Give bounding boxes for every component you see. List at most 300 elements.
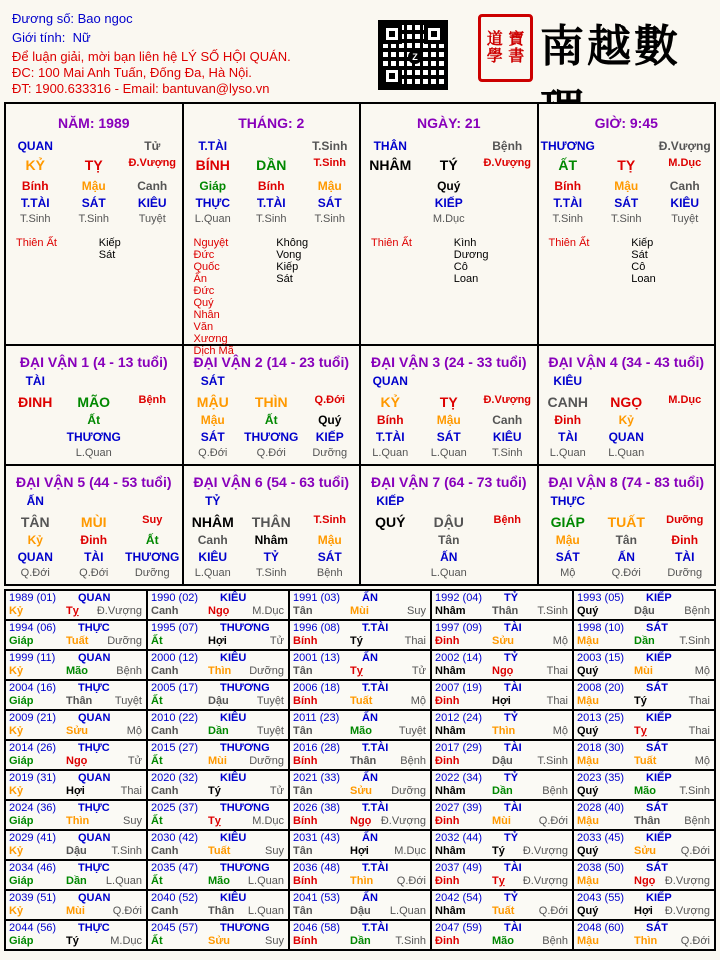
year-cell xyxy=(432,651,572,679)
daivan-stem-branch-2: TUẤT xyxy=(607,514,645,530)
daivan-god-label: TỶ xyxy=(205,494,221,508)
daivan-god-empty xyxy=(242,374,300,388)
year-stem: Bính xyxy=(293,875,318,887)
year-god: QUAN xyxy=(78,772,111,784)
year-cell xyxy=(290,801,430,829)
year-label: 2046 (58) xyxy=(293,922,341,934)
pillar-stage-1: L.Quan xyxy=(194,213,231,225)
pillar-stem-branch-3: T.Sinh xyxy=(313,157,346,169)
daivan-god-label: KIẾP xyxy=(376,494,405,508)
daivan-hidden-2: Ất xyxy=(87,413,101,427)
daivan-god-empty xyxy=(242,494,300,508)
daivan-title: ĐẠI VẬN 8 (74 - 83 tuổi) xyxy=(548,474,705,490)
daivan-stage xyxy=(361,447,537,459)
pillar-stars-bad xyxy=(276,237,359,357)
year-stage: Dưỡng xyxy=(249,755,284,767)
year-stage: Bệnh xyxy=(542,935,568,947)
daivan-stem-branch-2: DẬU xyxy=(433,514,464,530)
daivan-stage-1: Q.Đới xyxy=(20,567,50,579)
year-stem: Tân xyxy=(293,605,313,617)
daivan-stage-2: T.Sinh xyxy=(255,567,287,579)
year-cell xyxy=(432,861,572,889)
year-stem: Kỷ xyxy=(9,665,24,677)
year-god: THỰC xyxy=(78,802,110,814)
year-cell xyxy=(290,741,430,769)
pillar-god-1: THÂN xyxy=(373,139,407,153)
year-god: T.TÀI xyxy=(362,742,389,754)
pillar-stars-bad xyxy=(99,237,182,261)
year-label: 2043 (55) xyxy=(577,892,625,904)
pillar-god-1: T.TÀI xyxy=(198,139,228,153)
star-bad: Cô Loan xyxy=(453,261,479,285)
year-stem: Giáp xyxy=(9,815,34,827)
daivan-hidden-god-2: ẤN xyxy=(440,550,458,564)
pillar-stem-branch xyxy=(539,157,715,173)
year-stem: Quý xyxy=(577,905,599,917)
pillar-stars-bad xyxy=(454,237,537,285)
daivan-hidden-god xyxy=(6,550,182,564)
year-cell xyxy=(148,891,288,919)
pillar-hidden-3: Canh xyxy=(137,179,168,193)
daivan-god-label: QUAN xyxy=(372,374,408,388)
daivan-stem-branch xyxy=(361,514,537,530)
year-cell xyxy=(6,861,146,889)
daivan-hidden-1: Kỷ xyxy=(27,533,43,547)
daivan-stage-2: L.Quan xyxy=(608,447,645,459)
year-stem: Tân xyxy=(293,725,313,737)
daivan-hidden-god xyxy=(184,430,360,444)
year-stem: Đinh xyxy=(435,635,460,647)
year-god: TỶ xyxy=(504,652,519,664)
year-god: KIẾP xyxy=(646,892,672,904)
daivan-title: ĐẠI VẬN 7 (64 - 73 tuổi) xyxy=(370,474,527,490)
daivan-stage-1: Q.Đới xyxy=(198,447,228,459)
pillar-god-1: QUAN xyxy=(17,139,53,153)
daivan-stem-branch-1: CANH xyxy=(547,394,588,410)
pillar-stars-good xyxy=(549,237,632,285)
pillar-hidden-god xyxy=(6,196,182,210)
pillar-stars xyxy=(6,237,182,261)
year-cell xyxy=(574,651,714,679)
year-stage: L.Quan xyxy=(247,905,284,917)
year-god: SÁT xyxy=(646,742,668,754)
year-branch: Tỵ xyxy=(492,875,505,887)
year-cell xyxy=(574,921,714,949)
year-label: 2036 (48) xyxy=(293,862,341,874)
daivan-1 xyxy=(6,346,182,464)
pillar-god-2 xyxy=(597,139,655,153)
daivan-hidden xyxy=(539,413,715,427)
daivan-god-empty xyxy=(656,494,714,508)
daivan-hidden-3: Canh xyxy=(492,413,523,427)
daivan-hidden-god xyxy=(539,550,715,564)
daivan-stage-2: Q.Đới xyxy=(79,567,109,579)
daivan-stage-2: L.Quan xyxy=(75,447,112,459)
year-god: TÀI xyxy=(504,802,522,814)
year-label: 2023 (35) xyxy=(577,772,625,784)
pillar-god-3: Bệnh xyxy=(492,139,523,153)
daivan-hidden-god-3: KIÊU xyxy=(492,430,522,444)
year-cell xyxy=(6,801,146,829)
year-stem: Kỷ xyxy=(9,905,24,917)
daivan-stem-branch-1: NHÂM xyxy=(191,514,234,530)
pillar-stem-branch xyxy=(6,157,182,173)
pillar-stars-good xyxy=(194,237,277,357)
year-stage: Q.Đới xyxy=(680,935,710,947)
year-cell xyxy=(432,621,572,649)
daivan-hidden xyxy=(6,413,182,427)
year-stem: Quý xyxy=(577,605,599,617)
daivan-stem-branch xyxy=(184,514,360,530)
year-label: 2005 (17) xyxy=(151,682,199,694)
year-stem: Tân xyxy=(293,665,313,677)
year-cell xyxy=(6,681,146,709)
year-stem: Canh xyxy=(151,725,179,737)
daivan-hidden-god-1: SÁT xyxy=(200,430,225,444)
daivan-8 xyxy=(537,466,715,584)
year-god: T.TÀI xyxy=(362,622,389,634)
year-stage: Bệnh xyxy=(542,785,568,797)
star-bad: Cô Loan xyxy=(631,261,656,285)
year-branch: Thìn xyxy=(350,875,374,887)
year-branch: Tý xyxy=(634,695,647,707)
year-stem: Mậu xyxy=(577,935,599,947)
year-cell xyxy=(432,891,572,919)
daivan-hidden-god-3 xyxy=(478,550,536,564)
pillar-stem-branch-3: Đ.Vượng xyxy=(128,157,177,169)
year-god: THƯƠNG xyxy=(220,802,270,814)
year-branch: Mão xyxy=(634,785,656,797)
year-branch: Mùi xyxy=(634,665,653,677)
year-label: 2013 (25) xyxy=(577,712,625,724)
year-branch: Hợi xyxy=(492,695,511,707)
year-stage: L.Quan xyxy=(247,875,284,887)
daivan-hidden xyxy=(361,413,537,427)
year-branch: Tỵ xyxy=(208,815,221,827)
pillar-hidden-god xyxy=(361,196,537,210)
daivan-god-label: SÁT xyxy=(200,374,225,388)
year-stage: Đ.Vượng xyxy=(96,605,142,617)
year-branch: Dậu xyxy=(634,605,655,617)
year-branch: Dần xyxy=(634,635,655,647)
daivan-hidden-2: Ất xyxy=(264,413,278,427)
year-god: T.TÀI xyxy=(362,682,389,694)
year-branch: Tỵ xyxy=(66,605,79,617)
year-stage: Dưỡng xyxy=(107,635,142,647)
year-god: KIẾP xyxy=(646,712,672,724)
year-stage: Dưỡng xyxy=(249,665,284,677)
year-label: 2016 (28) xyxy=(293,742,341,754)
pillar-hidden xyxy=(539,179,715,193)
year-stage: Tuyệt xyxy=(256,695,284,707)
year-stage: Đ.Vượng xyxy=(522,875,568,887)
daivan-7 xyxy=(359,466,537,584)
daivan-god-empty xyxy=(656,374,714,388)
star-good: Thiên Ất xyxy=(16,237,57,249)
year-label: 1998 (10) xyxy=(577,622,625,634)
year-label: 2001 (13) xyxy=(293,652,341,664)
year-stem: Bính xyxy=(293,815,318,827)
pillar-2 xyxy=(182,104,360,357)
pillar-stage-2: T.Sinh xyxy=(78,213,110,225)
year-stem: Mậu xyxy=(577,695,599,707)
year-label: 2012 (24) xyxy=(435,712,483,724)
daivan-hidden-god-3 xyxy=(656,430,714,444)
daivan-hidden-2: Kỷ xyxy=(618,413,634,427)
pillar-stars-good xyxy=(371,237,454,285)
year-branch: Mùi xyxy=(208,755,227,767)
pillar-hidden-god-2: SÁT xyxy=(614,196,639,210)
year-branch: Tỵ xyxy=(634,725,647,737)
daivan-hidden-1: Mậu xyxy=(555,533,580,547)
year-god: TÀI xyxy=(504,742,522,754)
year-branch: Tuất xyxy=(66,635,89,647)
year-god: ẤN xyxy=(362,892,378,904)
daivan-stem-branch-3: Suy xyxy=(142,514,163,526)
daivan-stem-branch-2: TỴ xyxy=(439,394,458,410)
year-god: THƯƠNG xyxy=(220,682,270,694)
seal-icon: 道 寶 學 書 xyxy=(478,14,533,82)
daivan-god-empty xyxy=(420,494,478,508)
year-cell xyxy=(148,801,288,829)
year-stem: Bính xyxy=(293,695,318,707)
year-stage: Mộ xyxy=(410,695,426,707)
pillar-1 xyxy=(6,104,182,344)
daivan-2 xyxy=(182,346,360,464)
pillar-title: GIỜ: 9:45 xyxy=(594,115,658,131)
year-stage: Tuyệt xyxy=(114,695,142,707)
year-god: ẤN xyxy=(362,772,378,784)
year-stem: Canh xyxy=(151,605,179,617)
year-stem: Canh xyxy=(151,785,179,797)
daivan-god-empty xyxy=(65,494,123,508)
year-stem: Quý xyxy=(577,785,599,797)
daivan-hidden-1: Mậu xyxy=(200,413,225,427)
year-branch: Sửu xyxy=(66,725,89,737)
brand-logo: 南越數 xyxy=(540,21,681,72)
year-label: 2003 (15) xyxy=(577,652,625,664)
year-stem: Ất xyxy=(151,815,163,827)
pillar-hidden-god-2: KIẾP xyxy=(434,196,463,210)
pillar-stem-branch-1: NHÂM xyxy=(369,157,412,173)
year-label: 1995 (07) xyxy=(151,622,199,634)
year-stage: M.Dục xyxy=(110,935,142,947)
daivan-hidden-god-1 xyxy=(361,550,419,564)
year-stem: Canh xyxy=(151,905,179,917)
pillar-stem-branch-3: Đ.Vượng xyxy=(483,157,532,169)
year-god: QUAN xyxy=(78,892,111,904)
year-stem: Bính xyxy=(293,755,318,767)
year-branch: Ngọ xyxy=(350,815,372,827)
daivan-hidden-3: Ất xyxy=(145,533,159,547)
year-label: 2037 (49) xyxy=(435,862,483,874)
year-stem: Giáp xyxy=(9,755,34,767)
daivan-hidden-3 xyxy=(123,413,181,427)
year-stage: M.Dục xyxy=(252,815,284,827)
year-cell xyxy=(6,921,146,949)
pillar-stage-3 xyxy=(478,213,536,225)
year-god: SÁT xyxy=(646,622,668,634)
pillar-hidden-god-1 xyxy=(361,196,419,210)
star-good: Quốc Ấn xyxy=(193,261,220,285)
daivan-god xyxy=(6,494,182,508)
year-god: ẤN xyxy=(362,712,378,724)
pillar-hidden-god-3: SÁT xyxy=(317,196,342,210)
star-bad: Kình Dương xyxy=(453,237,489,261)
year-stem: Ất xyxy=(151,935,163,947)
year-stem: Giáp xyxy=(9,695,34,707)
daivan-stage-3: Bệnh xyxy=(316,567,343,579)
daivan-hidden-1: Đinh xyxy=(554,413,582,427)
daivan-stem-branch-3: Bệnh xyxy=(493,514,521,526)
year-label: 1990 (02) xyxy=(151,592,199,604)
year-cell xyxy=(148,831,288,859)
daivan-stage xyxy=(6,567,182,579)
year-god: ẤN xyxy=(362,832,378,844)
year-branch: Tỵ xyxy=(350,665,363,677)
pillar-stage-3: Tuyệt xyxy=(138,213,166,225)
year-label: 2028 (40) xyxy=(577,802,625,814)
daivan-god-empty xyxy=(123,494,181,508)
year-label: 2006 (18) xyxy=(293,682,341,694)
daivan-hidden-god-2: THƯƠNG xyxy=(66,430,121,444)
year-stage: Bệnh xyxy=(684,815,710,827)
pillar-hidden-god-1: THỰC xyxy=(195,196,231,210)
daivan-hidden-god-1: QUAN xyxy=(17,550,53,564)
year-god: TỶ xyxy=(504,592,519,604)
year-cell xyxy=(148,651,288,679)
year-label: 2004 (16) xyxy=(9,682,57,694)
daivan-hidden-2: Đinh xyxy=(80,533,108,547)
year-branch: Tý xyxy=(350,635,363,647)
year-label: 2025 (37) xyxy=(151,802,199,814)
year-god: THỰC xyxy=(78,922,110,934)
year-label: 2040 (52) xyxy=(151,892,199,904)
year-stem: Ất xyxy=(151,695,163,707)
year-stem: Ất xyxy=(151,875,163,887)
year-label: 1997 (09) xyxy=(435,622,483,634)
year-stage: T.Sinh xyxy=(537,605,568,617)
year-stem: Ất xyxy=(151,755,163,767)
year-branch: Hợi xyxy=(634,905,653,917)
year-cell xyxy=(574,771,714,799)
year-stage: T.Sinh xyxy=(679,785,710,797)
year-stem: Mậu xyxy=(577,815,599,827)
daivan-stage-2: L.Quan xyxy=(430,567,467,579)
daivan-god xyxy=(184,494,360,508)
daivan-stem-branch xyxy=(6,394,182,410)
pillar-stem-branch-3: M.Dục xyxy=(668,157,702,169)
year-cell xyxy=(6,711,146,739)
year-stem: Canh xyxy=(151,845,179,857)
year-god: TỶ xyxy=(504,772,519,784)
daivan-hidden-1: Bính xyxy=(376,413,404,427)
daivan-stem-branch xyxy=(6,514,182,530)
year-label: 2031 (43) xyxy=(293,832,341,844)
pillar-stars-good xyxy=(16,237,99,261)
year-cell xyxy=(290,621,430,649)
year-god: T.TÀI xyxy=(362,802,389,814)
daivan-hidden-god xyxy=(539,430,715,444)
daivan-hidden-3: Đinh xyxy=(671,533,699,547)
daivan-6 xyxy=(182,466,360,584)
daivan-title: ĐẠI VẬN 3 (24 - 33 tuổi) xyxy=(370,354,527,370)
year-god: THỰC xyxy=(78,682,110,694)
year-stem: Đinh xyxy=(435,815,460,827)
year-branch: Hợi xyxy=(208,635,227,647)
daivan-hidden-3: Quý xyxy=(318,413,342,427)
year-cell xyxy=(290,651,430,679)
year-branch: Hợi xyxy=(350,845,369,857)
daivan-god-empty xyxy=(301,374,359,388)
pillar-stem-branch-1: ẤT xyxy=(558,157,578,173)
daivan-hidden-god-1: T.TÀI xyxy=(375,430,405,444)
year-stage: Mộ xyxy=(126,725,142,737)
daivan-hidden-2: Nhâm xyxy=(254,533,288,547)
daivan-hidden-god-3: KIẾP xyxy=(315,430,344,444)
star-good: Dịch Mã xyxy=(193,345,234,357)
year-label: 2029 (41) xyxy=(9,832,57,844)
year-stage: Suy xyxy=(265,935,284,947)
daivan-stage xyxy=(539,447,715,459)
year-stage: Bệnh xyxy=(400,755,426,767)
star-bad: Kiếp Sát xyxy=(276,261,299,285)
year-label: 2045 (57) xyxy=(151,922,199,934)
pillar-hidden xyxy=(361,179,537,193)
year-stage: Suy xyxy=(407,605,426,617)
daivan-stem-branch-1: TÂN xyxy=(20,514,50,530)
year-stage: M.Dục xyxy=(394,845,426,857)
year-stem: Mậu xyxy=(577,875,599,887)
daivan-stage-3 xyxy=(123,447,181,459)
year-stage: Mộ xyxy=(552,635,568,647)
daivan-hidden-2: Tân xyxy=(438,533,460,547)
year-stem: Nhâm xyxy=(435,725,466,737)
year-stage: Mộ xyxy=(694,665,710,677)
daivan-title: ĐẠI VẬN 1 (4 - 13 tuổi) xyxy=(19,354,168,370)
pillar-stage xyxy=(184,213,360,225)
year-label: 2027 (39) xyxy=(435,802,483,814)
daivan-god-label: ẤN xyxy=(26,494,44,508)
year-stem: Đinh xyxy=(435,755,460,767)
year-god: T.TÀI xyxy=(362,862,389,874)
pillar-stage-3: T.Sinh xyxy=(314,213,346,225)
daivan-stem-branch-3: T.Sinh xyxy=(313,514,346,526)
daivan-god-empty xyxy=(597,374,655,388)
year-stage: L.Quan xyxy=(105,875,142,887)
pillar-god-3: Tử xyxy=(144,139,161,153)
daivan-stage-2: Q.Đới xyxy=(611,567,641,579)
daivan-hidden-2: Tân xyxy=(615,533,637,547)
year-label: 2041 (53) xyxy=(293,892,341,904)
year-god: THỰC xyxy=(78,742,110,754)
year-cell xyxy=(290,591,430,619)
year-stage: Tuyệt xyxy=(398,725,426,737)
year-branch: Sửu xyxy=(634,845,657,857)
daivan-god-empty xyxy=(478,374,536,388)
year-branch: Tý xyxy=(66,935,79,947)
daivan-stem-branch-3: Dưỡng xyxy=(666,514,704,526)
pillar-stem-branch-2: DẦN xyxy=(256,157,287,173)
daivan-hidden-god-1: KIÊU xyxy=(198,550,228,564)
year-god: KIẾP xyxy=(646,592,672,604)
daivan-stage xyxy=(184,567,360,579)
year-branch: Dần xyxy=(492,785,513,797)
daivan-stem-branch-3: M.Dục xyxy=(668,394,702,406)
year-god: QUAN xyxy=(78,592,111,604)
year-stage: T.Sinh xyxy=(537,755,568,767)
qr-code-icon[interactable]: Z xyxy=(378,20,448,90)
